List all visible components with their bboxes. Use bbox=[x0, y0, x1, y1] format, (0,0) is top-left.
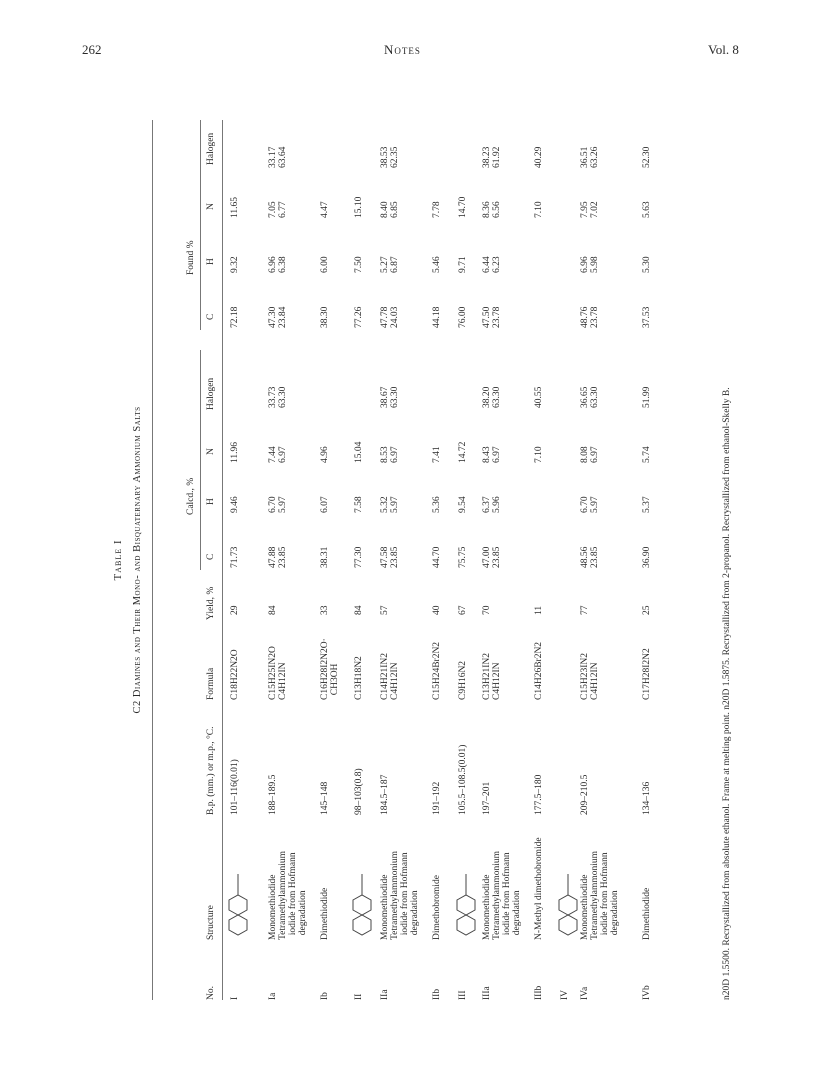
row-calc-halogen: 40.55 bbox=[534, 386, 544, 408]
row-calc-c: 47.58 23.85 bbox=[380, 546, 400, 568]
row-found-h: 9.32 bbox=[230, 256, 240, 273]
row-found-n: 7.78 bbox=[432, 201, 442, 218]
row-calc-n: 14.72 bbox=[458, 441, 468, 463]
header-formula: Formula bbox=[206, 667, 216, 700]
row-number: IVa bbox=[580, 986, 590, 1000]
row-number: IVb bbox=[642, 985, 652, 1000]
row-calc-n: 11.96 bbox=[230, 441, 240, 463]
row-number: IIIb bbox=[534, 985, 544, 1000]
header-yield: Yield, % bbox=[206, 586, 216, 620]
row-found-n: 4.47 bbox=[320, 201, 330, 218]
row-bp: 191–192 bbox=[432, 781, 442, 815]
row-calc-n: 8.53 6.97 bbox=[380, 446, 400, 463]
row-found-halogen: 36.51 63.26 bbox=[580, 146, 600, 168]
row-number: IIb bbox=[432, 988, 442, 1000]
row-calc-halogen: 38.67 63.30 bbox=[380, 386, 400, 408]
row-calc-n: 4.96 bbox=[320, 446, 330, 463]
table-rule-header bbox=[222, 120, 223, 1000]
header-calc-h: H bbox=[206, 498, 216, 505]
row-found-n: 8.40 6.85 bbox=[380, 201, 400, 218]
row-number: III bbox=[458, 990, 468, 1000]
row-formula: C16H28I2N2O· CH3OH bbox=[320, 638, 340, 700]
row-formula: C14H26Br2N2 bbox=[534, 641, 544, 700]
row-calc-n: 5.74 bbox=[642, 446, 652, 463]
row-calc-c: 75.75 bbox=[458, 546, 468, 568]
row-calc-c: 38.31 bbox=[320, 546, 330, 568]
rule-found bbox=[200, 120, 201, 330]
row-structure: Monomethiodide Tetramethylammonium iodide from Hofmann degradation bbox=[482, 850, 522, 940]
row-bp: 209–210.5 bbox=[580, 774, 590, 815]
row-structure: Dimethiodide bbox=[642, 887, 652, 940]
structure-drawing bbox=[350, 870, 376, 940]
row-calc-halogen: 33.73 63.30 bbox=[268, 386, 288, 408]
running-head-page-number: 262 bbox=[82, 42, 102, 57]
row-calc-c: 47.88 23.85 bbox=[268, 546, 288, 568]
row-calc-h: 9.54 bbox=[458, 496, 468, 513]
row-found-halogen: 40.29 bbox=[534, 146, 544, 168]
structure-drawing bbox=[556, 870, 582, 940]
row-calc-c: 71.73 bbox=[230, 546, 240, 568]
row-yield: 33 bbox=[320, 605, 330, 615]
row-yield: 11 bbox=[534, 605, 544, 615]
row-found-halogen: 38.23 61.92 bbox=[482, 146, 502, 168]
row-formula: C13H18N2 bbox=[354, 656, 364, 700]
row-formula: C9H16N2 bbox=[458, 660, 468, 700]
row-calc-halogen: 38.20 63.30 bbox=[482, 386, 502, 408]
structure-drawing bbox=[226, 870, 252, 940]
table-footnote: n20D 1.5500. Recrystallized from absolute ethanol. Frame at melting point. n20D 1.5875. Recrystallized from 2-propanol. Recrystallized from ethanol-Skelly B. bbox=[722, 387, 732, 1000]
structure-drawing bbox=[454, 870, 480, 940]
row-yield: 70 bbox=[482, 605, 492, 615]
row-found-halogen: 33.17 63.64 bbox=[268, 146, 288, 168]
row-found-h: 6.96 5.98 bbox=[580, 256, 600, 273]
table-label: Table I bbox=[112, 539, 124, 581]
row-calc-c: 36.90 bbox=[642, 546, 652, 568]
row-number: II bbox=[354, 993, 364, 1000]
row-formula: C15H23IN2 C4H12IN bbox=[580, 653, 600, 700]
row-calc-n: 7.41 bbox=[432, 446, 442, 463]
row-found-c: 48.76 23.78 bbox=[580, 306, 600, 328]
row-found-h: 5.46 bbox=[432, 256, 442, 273]
header-calc-n: N bbox=[206, 448, 216, 455]
row-found-n: 7.10 bbox=[534, 201, 544, 218]
row-number: IIa bbox=[380, 989, 390, 1000]
row-yield: 57 bbox=[380, 605, 390, 615]
row-calc-h: 5.37 bbox=[642, 496, 652, 513]
row-found-c: 72.18 bbox=[230, 306, 240, 328]
row-bp: 188–189.5 bbox=[268, 774, 278, 815]
row-bp: 177.5–180 bbox=[534, 774, 544, 815]
row-calc-c: 44.70 bbox=[432, 546, 442, 568]
row-found-h: 6.96 6.38 bbox=[268, 256, 288, 273]
row-found-c: 76.00 bbox=[458, 306, 468, 328]
row-found-c: 77.26 bbox=[354, 306, 364, 328]
header-found: Found % bbox=[186, 240, 196, 275]
row-yield: 77 bbox=[580, 605, 590, 615]
row-calc-h: 6.37 5.96 bbox=[482, 496, 502, 513]
row-found-n: 14.70 bbox=[458, 196, 468, 218]
table-title: C2 Diamines and Their Mono- and Bisquaternary Ammonium Salts bbox=[132, 406, 143, 714]
header-calcd: Calcd., % bbox=[186, 477, 196, 515]
row-bp: 105.5–108.5(0.01) bbox=[458, 744, 468, 815]
row-bp: 98–103(0.8) bbox=[354, 768, 364, 815]
row-structure: Monomethiodide Tetramethylammonium iodide from Hofmann degradation bbox=[380, 850, 420, 940]
table-rule-top bbox=[152, 120, 153, 1000]
row-yield: 67 bbox=[458, 605, 468, 615]
row-found-c: 37.53 bbox=[642, 306, 652, 328]
row-number: I bbox=[230, 996, 240, 1000]
header-calc-c: C bbox=[206, 553, 216, 560]
row-calc-n: 15.04 bbox=[354, 441, 364, 463]
row-calc-c: 77.30 bbox=[354, 546, 364, 568]
row-formula: C18H22N2O bbox=[230, 649, 240, 700]
row-bp: 134–136 bbox=[642, 781, 652, 815]
row-structure: N-Methyl dimethobromide bbox=[534, 837, 544, 940]
row-found-n: 11.65 bbox=[230, 196, 240, 218]
header-found-halogen: Halogen bbox=[206, 132, 216, 165]
row-found-n: 8.36 6.56 bbox=[482, 201, 502, 218]
row-calc-h: 5.32 5.97 bbox=[380, 496, 400, 513]
row-calc-h: 6.70 5.97 bbox=[580, 496, 600, 513]
row-formula: C14H21IN2 C4H12IN bbox=[380, 653, 400, 700]
header-calc-halogen: Halogen bbox=[206, 377, 216, 410]
header-found-c: C bbox=[206, 313, 216, 320]
row-number: IIIa bbox=[482, 986, 492, 1000]
row-found-c: 47.50 23.78 bbox=[482, 306, 502, 328]
row-found-c: 44.18 bbox=[432, 306, 442, 328]
row-formula: C13H21IN2 C4H12IN bbox=[482, 653, 502, 700]
row-yield: 25 bbox=[642, 605, 652, 615]
header-bp: B.p. (mm.) or m.p., °C. bbox=[206, 726, 216, 815]
running-head-journal: Notes bbox=[384, 42, 421, 57]
row-calc-h: 6.07 bbox=[320, 496, 330, 513]
row-found-c: 47.78 24.03 bbox=[380, 306, 400, 328]
row-found-n: 5.63 bbox=[642, 201, 652, 218]
row-found-h: 9.71 bbox=[458, 256, 468, 273]
row-bp: 145–148 bbox=[320, 781, 330, 815]
row-yield: 84 bbox=[354, 605, 364, 615]
row-structure: Dimethiodide bbox=[320, 887, 330, 940]
row-found-n: 7.95 7.02 bbox=[580, 201, 600, 218]
row-calc-h: 6.70 5.97 bbox=[268, 496, 288, 513]
row-calc-n: 7.10 bbox=[534, 446, 544, 463]
running-head-volume: Vol. 8 bbox=[708, 42, 739, 57]
row-structure: Monomethiodide Tetramethylammonium iodide from Hofmann degradation bbox=[268, 850, 308, 940]
row-calc-h: 7.58 bbox=[354, 496, 364, 513]
row-calc-halogen: 36.65 63.30 bbox=[580, 386, 600, 408]
row-calc-h: 5.36 bbox=[432, 496, 442, 513]
row-calc-c: 47.00 23.85 bbox=[482, 546, 502, 568]
row-structure: Monomethiodide Tetramethylammonium iodide from Hofmann degradation bbox=[580, 850, 620, 940]
row-calc-n: 8.08 6.97 bbox=[580, 446, 600, 463]
row-found-halogen: 38.53 62.35 bbox=[380, 146, 400, 168]
row-formula: C15H24Br2N2 bbox=[432, 641, 442, 700]
row-found-n: 7.05 6.77 bbox=[268, 201, 288, 218]
row-found-h: 5.27 6.87 bbox=[380, 256, 400, 273]
row-found-c: 38.30 bbox=[320, 306, 330, 328]
row-formula: C15H25IN2O C4H12IN bbox=[268, 646, 288, 700]
row-bp: 197–201 bbox=[482, 781, 492, 815]
row-calc-c: 48.56 23.85 bbox=[580, 546, 600, 568]
rotated-table bbox=[110, 120, 750, 1000]
row-calc-n: 8.43 6.97 bbox=[482, 446, 502, 463]
row-found-n: 15.10 bbox=[354, 196, 364, 218]
header-no: No. bbox=[206, 986, 216, 1000]
row-found-h: 6.00 bbox=[320, 256, 330, 273]
row-found-h: 7.50 bbox=[354, 256, 364, 273]
row-yield: 40 bbox=[432, 605, 442, 615]
row-yield: 84 bbox=[268, 605, 278, 615]
header-structure: Structure bbox=[206, 905, 216, 940]
row-found-halogen: 52.30 bbox=[642, 146, 652, 168]
row-calc-h: 9.46 bbox=[230, 496, 240, 513]
row-number: IV bbox=[560, 989, 570, 1000]
row-bp: 101–116(0.01) bbox=[230, 759, 240, 815]
row-found-h: 6.44 6.23 bbox=[482, 256, 502, 273]
row-structure: Dimethobromide bbox=[432, 875, 442, 940]
header-found-h: H bbox=[206, 258, 216, 265]
row-bp: 184.5–187 bbox=[380, 774, 390, 815]
row-number: Ib bbox=[320, 992, 330, 1000]
row-number: Ia bbox=[268, 992, 278, 1000]
row-formula: C17H28I2N2 bbox=[642, 648, 652, 700]
row-found-h: 5.30 bbox=[642, 256, 652, 273]
header-found-n: N bbox=[206, 203, 216, 210]
row-calc-halogen: 51.99 bbox=[642, 386, 652, 408]
row-found-c: 47.30 23.84 bbox=[268, 306, 288, 328]
rule-calcd bbox=[200, 350, 201, 570]
row-yield: 29 bbox=[230, 605, 240, 615]
row-calc-n: 7.44 6.97 bbox=[268, 446, 288, 463]
